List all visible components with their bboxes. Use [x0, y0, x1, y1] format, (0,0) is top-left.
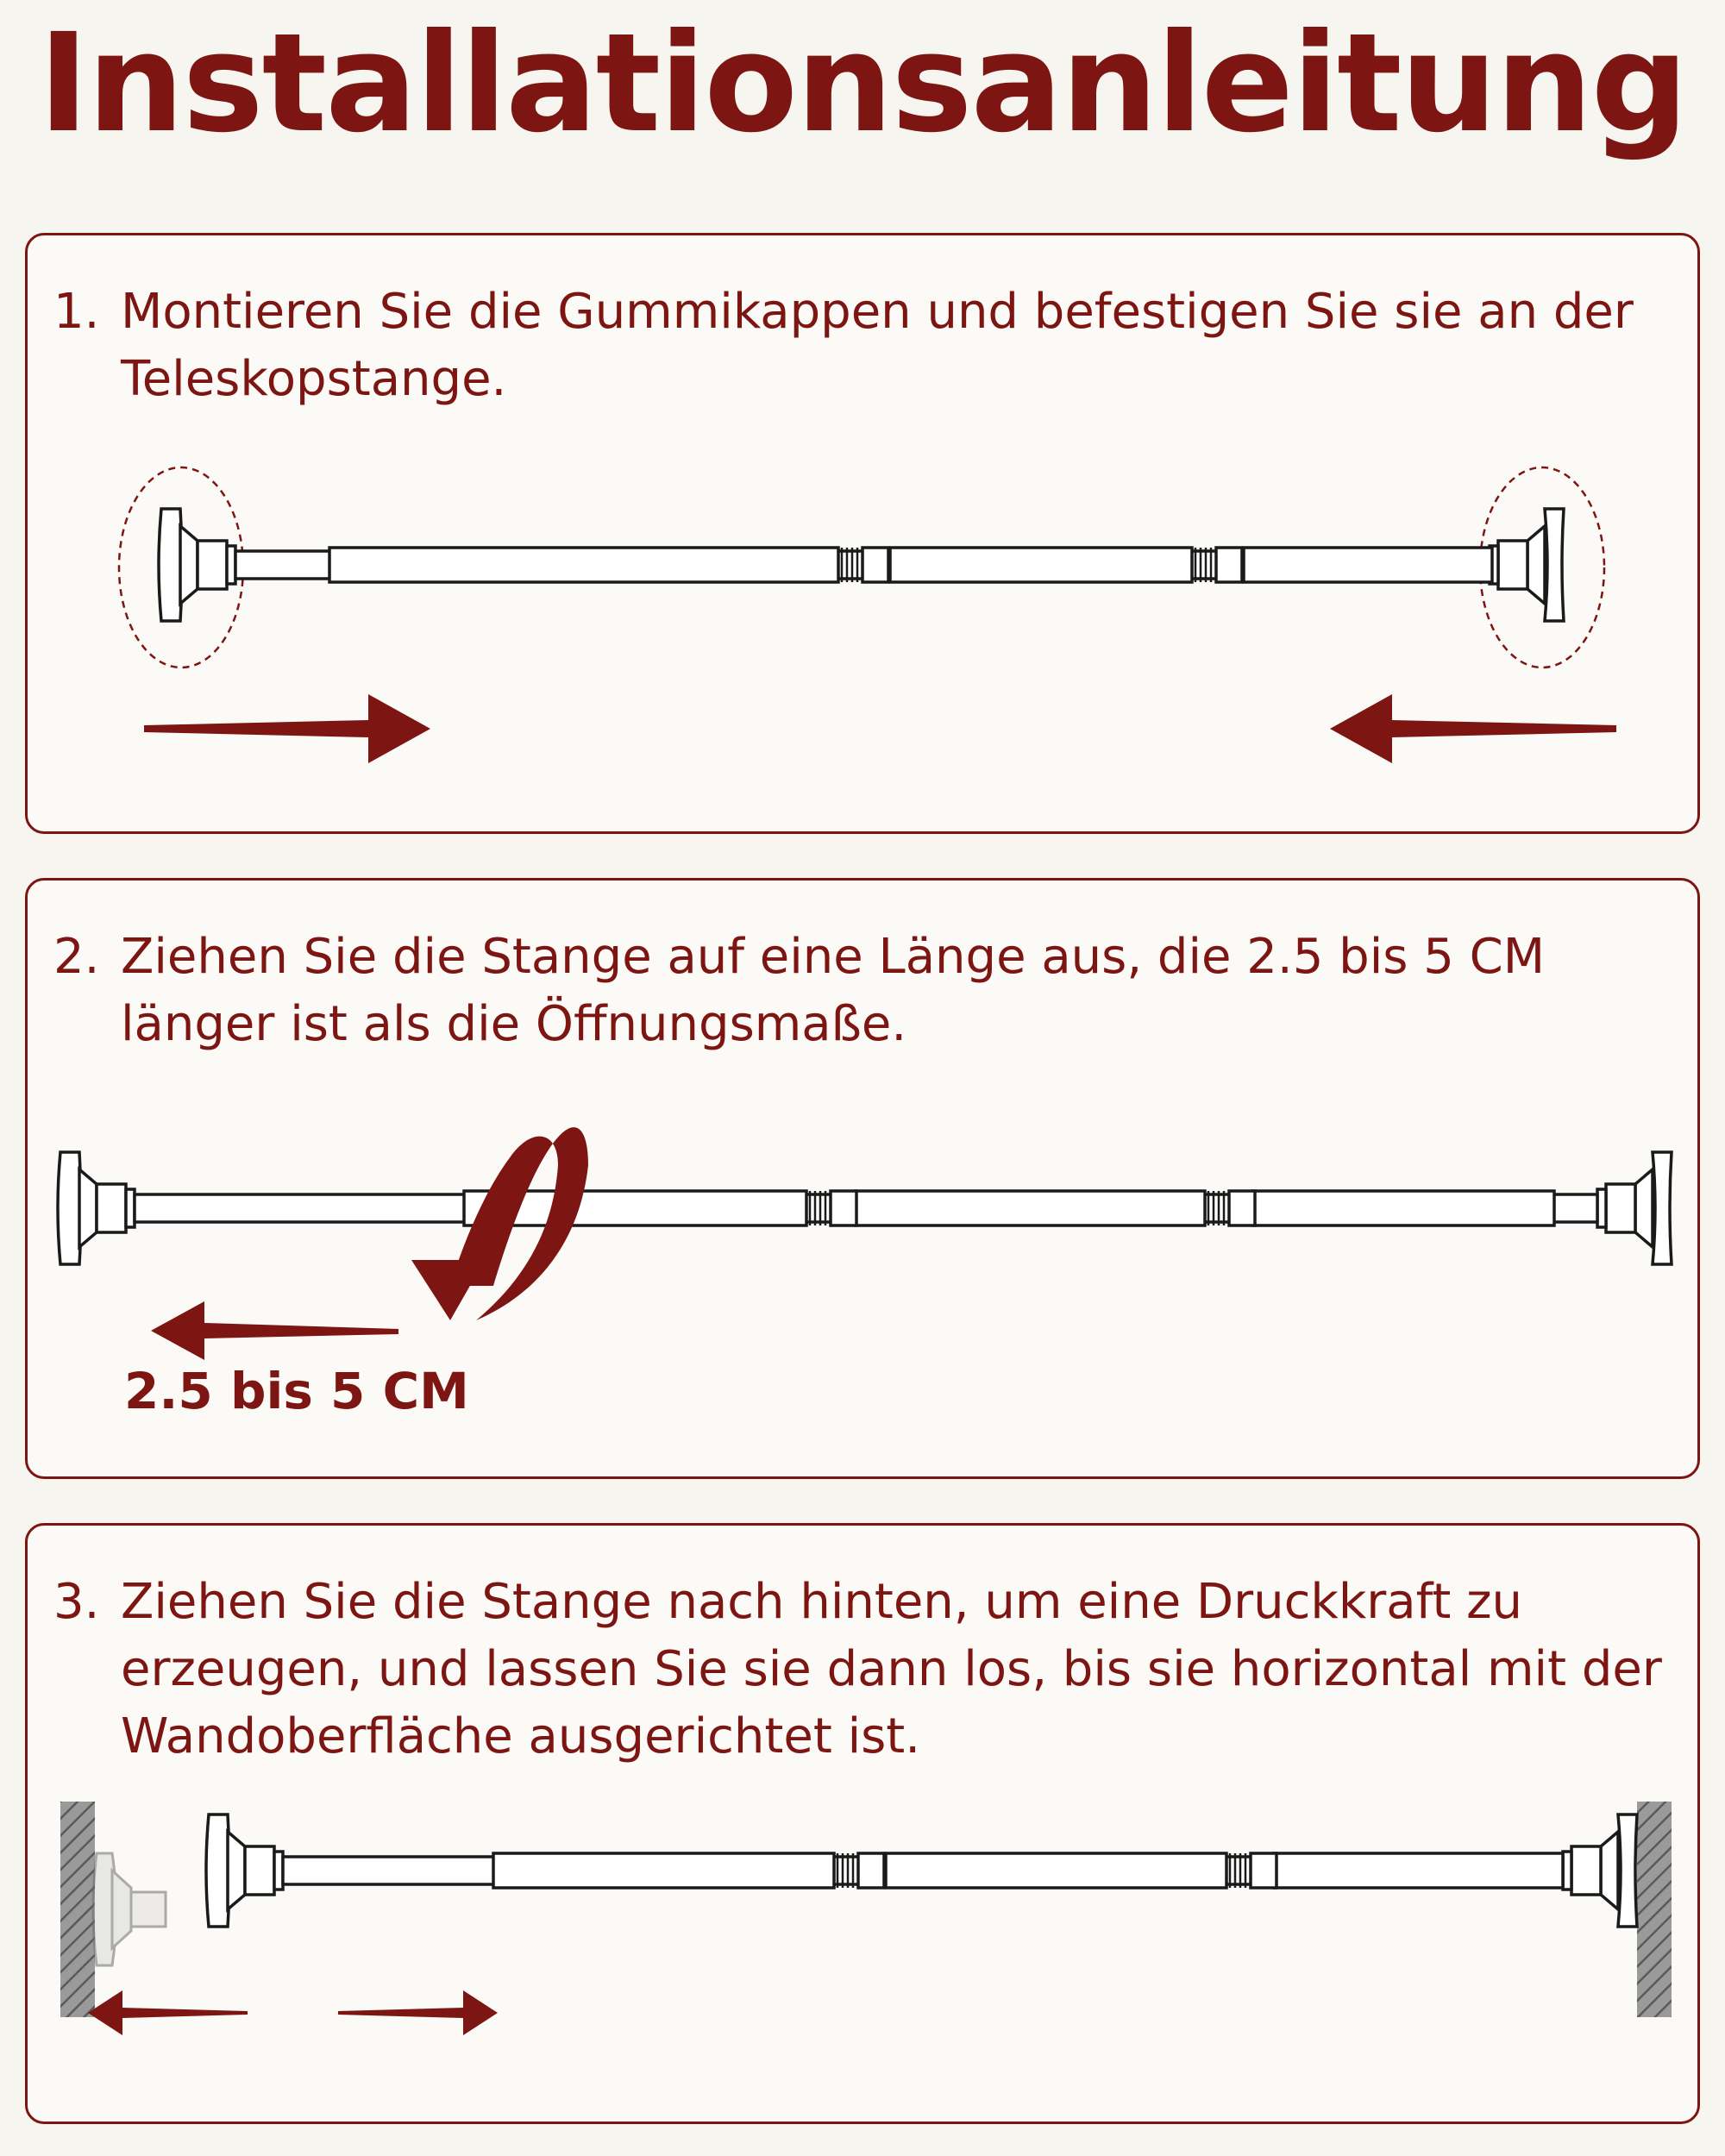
rod-icon [206, 1814, 1637, 1927]
step-number: 2. [53, 929, 100, 985]
step-description: Montieren Sie die Gummikappen und befestigen Sie sie an der Teleskopstange. [121, 284, 1634, 407]
ghost-end-cap [93, 1853, 166, 1965]
rod-icon [58, 1152, 1672, 1264]
rotate-arrow-icon [411, 1127, 588, 1320]
wall-icon [60, 1802, 95, 2017]
arrow-left-icon [88, 1990, 248, 2035]
step-3-illustration [28, 1526, 1703, 2127]
wall-icon [1637, 1802, 1672, 2017]
step-3-panel [25, 1523, 1700, 2124]
arrow-left-icon [151, 1301, 398, 1360]
rod-icon [159, 509, 1564, 621]
measurement-label: 2.5 bis 5 CM [124, 1362, 469, 1420]
step-description: Ziehen Sie die Stange auf eine Länge aus, die 2.5 bis 5 CM länger ist als die Öffnungsmaße. [121, 929, 1546, 1052]
arrow-right-icon [144, 694, 430, 763]
step-1-illustration [28, 235, 1703, 837]
arrow-left-icon [1330, 694, 1616, 763]
step-number: 3. [53, 1574, 100, 1630]
step-2-panel [25, 878, 1700, 1479]
step-number: 1. [53, 284, 100, 340]
arrow-right-icon [338, 1990, 498, 2035]
page-title: Installationsanleitung [38, 4, 1687, 163]
step-1-panel [25, 233, 1700, 834]
step-description: Ziehen Sie die Stange nach hinten, um eine Druckkraft zu erzeugen, und lassen Sie sie dann los, bis sie horizontal mit der Wandoberfläche ausgerichtet ist. [121, 1574, 1662, 1764]
